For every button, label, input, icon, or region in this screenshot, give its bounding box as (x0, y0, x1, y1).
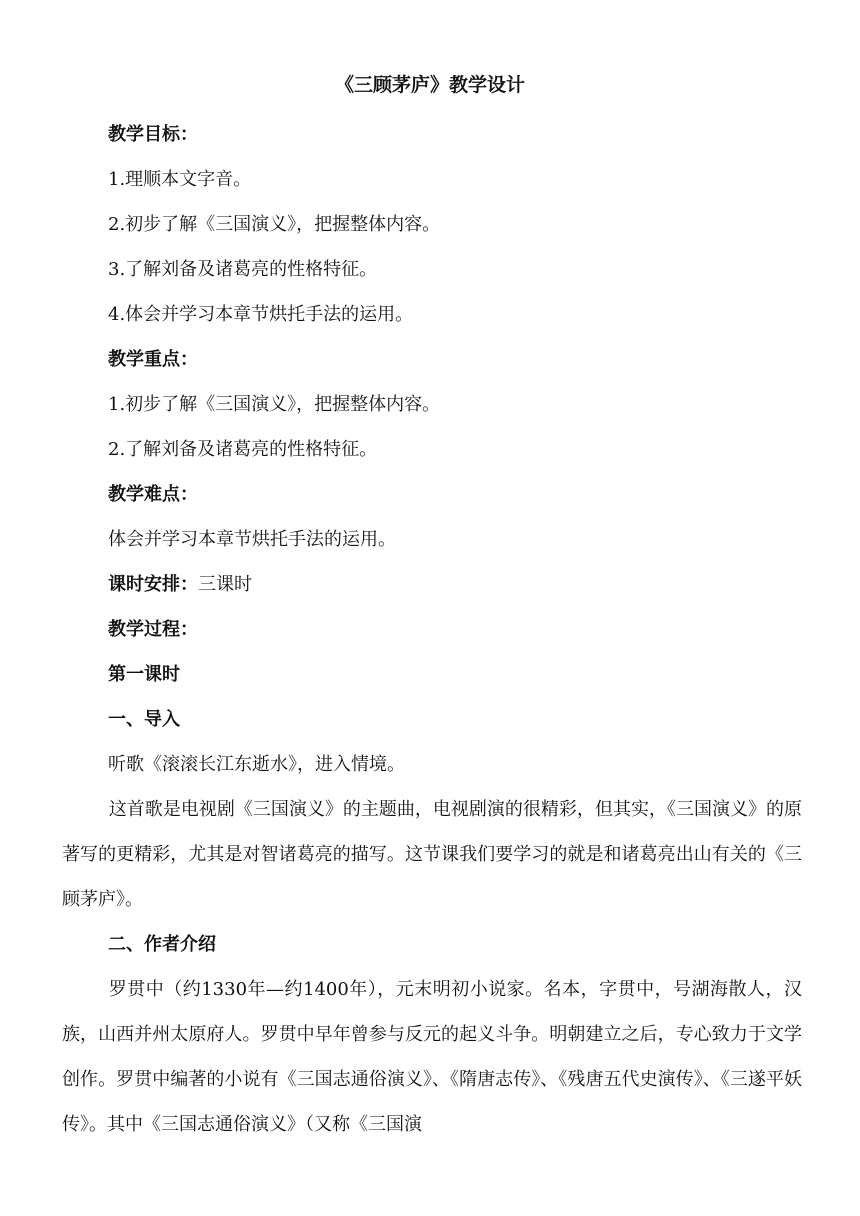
objective-item: 4.体会并学习本章节烘托手法的运用。 (108, 304, 414, 325)
difficulties-heading: 教学难点： (108, 484, 198, 505)
key-point-item: 2.了解刘备及诸葛亮的性格特征。 (108, 439, 378, 460)
section2-paragraph: 罗贯中（约1330年—约1400年），元末明初小说家。名本，字贯中，号湖海散人，汉族，山西并州太原府人。罗贯中早年曾参与反元的起义斗争。明朝建立之后，专心致力于文学创作。罗贯中编著的小说有《三国志通俗演义》、《隋唐志传》、《残唐五代史演传》、《三遂平妖传》。其中《三国志通俗演义》（又称《三国演 (62, 979, 802, 1135)
section1-line: 听歌《滚滚长江东逝水》，进入情境。 (108, 754, 405, 775)
document-body (62, 112, 802, 1147)
schedule-value: 三课时 (198, 574, 252, 595)
section2-heading: 二、作者介绍 (108, 934, 216, 955)
section1-paragraph: 这首歌是电视剧《三国演义》的主题曲，电视剧演的很精彩，但其实，《三国演义》的原著写的更精彩，尤其是对智诸葛亮的描写。这节课我们要学习的就是和诸葛亮出山有关的《三顾茅庐》。 (62, 799, 802, 910)
difficulties-text: 体会并学习本章节烘托手法的运用。 (108, 529, 396, 550)
key-point-item: 1.初步了解《三国演义》，把握整体内容。 (108, 394, 441, 415)
process-heading: 教学过程： (108, 619, 198, 640)
objective-item: 2.初步了解《三国演义》，把握整体内容。 (108, 214, 441, 235)
schedule-label: 课时安排： (108, 574, 198, 595)
objective-item: 3.了解刘备及诸葛亮的性格特征。 (108, 259, 378, 280)
schedule-line (62, 562, 802, 607)
section1-heading: 一、导入 (108, 709, 180, 730)
key-points-heading: 教学重点： (108, 349, 198, 370)
document-title: 《三顾茅庐》教学设计 (334, 74, 525, 96)
lesson1-heading: 第一课时 (108, 664, 180, 685)
objective-item: 1.理顺本文字音。 (108, 169, 252, 190)
objectives-heading: 教学目标： (108, 124, 198, 145)
